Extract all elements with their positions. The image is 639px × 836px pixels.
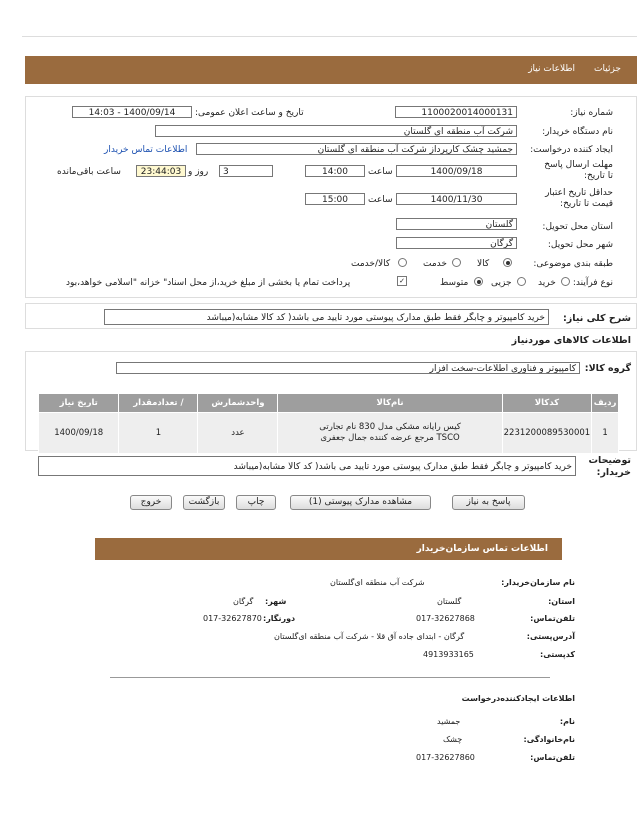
goods-group-field: کامپیوتر و فناوری اطلاعات-سخت افزار bbox=[116, 362, 580, 374]
city-field: گرگان bbox=[396, 237, 517, 249]
validity-label: حداقل تاریخ اعتبار قیمت تا تاریخ: bbox=[545, 188, 613, 209]
table-row bbox=[39, 413, 619, 454]
print-button[interactable]: چاپ bbox=[236, 495, 276, 510]
days-label: روز و bbox=[188, 167, 209, 177]
cat-service-label: خدمت bbox=[423, 259, 447, 269]
contact-postal-label: کدپستی: bbox=[540, 650, 575, 659]
summary-field: خرید کامپیوتر و چابگر فقط طبق مدارک پیوستی مورد تایید می باشد( کد کالا مشابه(میباشد bbox=[104, 309, 549, 325]
cat-both-radio[interactable] bbox=[398, 258, 407, 268]
province-label: استان محل تحویل: bbox=[542, 222, 613, 232]
proc-medium-label: متوسط bbox=[440, 278, 469, 288]
col-name: نام‌کالا bbox=[278, 394, 502, 413]
category-label: طبقه بندی موضوعی: bbox=[533, 259, 613, 269]
validity-date-field: 1400/11/30 bbox=[396, 193, 517, 205]
contact-postal: 4913933165 bbox=[423, 650, 474, 659]
proc-partial-radio[interactable] bbox=[517, 277, 526, 287]
buyer-notes-field: خرید کامپیوتر و چابگر فقط طبق مدارک پیوستی مورد تایید می باشد( کد کالا مشابه(میباشد bbox=[38, 456, 576, 476]
creator-last-name: چشک bbox=[443, 735, 463, 744]
buyer-contact-link[interactable]: اطلاعات تماس خریدار bbox=[104, 145, 188, 155]
reply-button[interactable]: پاسخ به نیاز bbox=[452, 495, 525, 510]
days-field: 3 bbox=[219, 165, 273, 177]
goods-table-header bbox=[39, 394, 619, 413]
header-bar bbox=[25, 56, 637, 84]
row-code: 2231200089530001 bbox=[502, 413, 592, 454]
announce-label: تاریخ و ساعت اعلان عمومی: bbox=[195, 108, 304, 118]
province-field: گلستان bbox=[396, 218, 517, 230]
buyer-org-label: نام دستگاه خریدار: bbox=[542, 127, 613, 137]
deadline-time-field: 14:00 bbox=[305, 165, 365, 177]
payment-checkbox[interactable]: ✓ bbox=[397, 276, 407, 287]
row-unit: عدد bbox=[198, 413, 278, 454]
goods-group-label: گروه کالا: bbox=[584, 363, 631, 374]
back-button[interactable]: بازگشت bbox=[183, 495, 225, 510]
creator-phone-label: تلفن‌تماس: bbox=[530, 753, 575, 762]
row-index: 1 bbox=[592, 413, 619, 454]
announce-field: 1400/09/14 - 14:03 bbox=[72, 106, 192, 118]
attachments-button[interactable]: مشاهده مدارک پیوستی (1) bbox=[290, 495, 431, 510]
contact-phone: 017-32627868 bbox=[416, 614, 475, 623]
contact-header-bar bbox=[95, 538, 562, 560]
contact-city-label: شهر: bbox=[265, 597, 287, 606]
contact-divider bbox=[110, 677, 550, 678]
remaining-time-field: 23:44:03 bbox=[136, 165, 186, 177]
buyer-org-field: شرکت آب منطقه ای گلستان bbox=[155, 125, 517, 137]
col-qty: / تعدادمقدار bbox=[119, 394, 198, 413]
nav-details-link[interactable]: جزئیات bbox=[594, 64, 621, 74]
requester-field: جمشید چشک کارپرداز شرکت آب منطقه ای گلستان bbox=[196, 143, 517, 155]
payment-note: پرداخت تمام یا بخشی از مبلغ خرید،از محل اسناد" خزانه "اسلامی خواهد،بود bbox=[66, 278, 351, 288]
contact-fax: 017-32627870 bbox=[203, 614, 262, 623]
city-label: شهر محل تحویل: bbox=[547, 240, 613, 250]
contact-province-label: استان: bbox=[548, 597, 575, 606]
need-number-label: شماره نیاز: bbox=[570, 108, 613, 118]
top-divider bbox=[22, 36, 637, 37]
buyer-notes-label: توضیحات خریدار: bbox=[588, 455, 631, 478]
proc-medium-radio[interactable] bbox=[474, 277, 483, 287]
deadline-time-label: ساعت bbox=[368, 167, 393, 177]
deadline-date-field: 1400/09/18 bbox=[396, 165, 517, 177]
col-code: کدکالا bbox=[502, 394, 592, 413]
creator-last-name-label: نام‌خانوادگی: bbox=[523, 735, 575, 744]
need-number-field: 1100020014000131 bbox=[395, 106, 517, 118]
process-label: نوع فرآیند: bbox=[572, 278, 613, 288]
cat-service-radio[interactable] bbox=[452, 258, 461, 268]
creator-first-name: جمشید bbox=[437, 717, 461, 726]
goods-section-title: اطلاعات کالاهای موردنیاز bbox=[511, 335, 631, 346]
contact-province: گلستان bbox=[437, 597, 462, 606]
contact-org-label: نام سازمان‌خریدار: bbox=[501, 578, 575, 587]
creator-phone: 017-32627860 bbox=[416, 753, 475, 762]
creator-first-name-label: نام: bbox=[559, 717, 575, 726]
contact-phone-label: تلفن‌تماس: bbox=[530, 614, 575, 623]
proc-partial-label: جزیی bbox=[491, 278, 512, 288]
row-date: 1400/09/18 bbox=[39, 413, 119, 454]
contact-address: گرگان - ابتدای جاده آق قلا - شرکت آب منطقه ای‌گلستان bbox=[274, 632, 465, 641]
remaining-label: ساعت باقی‌مانده bbox=[57, 167, 121, 177]
row-name: کیس رایانه مشکی مدل 830 نام تجارتی TSCO مرجع عرضه کننده جمال جعفری bbox=[278, 413, 502, 454]
goods-table bbox=[38, 393, 619, 454]
contact-title: اطلاعات تماس سازمان‌خریدار bbox=[416, 544, 548, 554]
summary-label: شرح کلی نیاز: bbox=[562, 313, 631, 324]
col-date: تاریخ نیاز bbox=[39, 394, 119, 413]
col-unit: واحدشمارش bbox=[198, 394, 278, 413]
row-qty: 1 bbox=[119, 413, 198, 454]
requester-label: ایجاد کننده درخواست: bbox=[530, 145, 613, 155]
validity-time-label: ساعت bbox=[368, 195, 393, 205]
col-index: ردیف bbox=[592, 394, 619, 413]
validity-time-field: 15:00 bbox=[305, 193, 365, 205]
nav-need-info-link[interactable]: اطلاعات نیاز bbox=[528, 64, 575, 74]
exit-button[interactable]: خروج bbox=[130, 495, 172, 510]
contact-fax-label: دورنگار: bbox=[263, 614, 296, 623]
cat-goods-label: کالا bbox=[477, 259, 490, 269]
cat-goods-radio[interactable] bbox=[503, 258, 512, 268]
cat-both-label: کالا/خدمت bbox=[351, 259, 391, 269]
contact-city: گرگان bbox=[233, 597, 254, 606]
creator-title: اطلاعات ایجادکننده‌درخواست bbox=[461, 694, 575, 703]
proc-buy-radio[interactable] bbox=[561, 277, 570, 287]
deadline-label: مهلت ارسال پاسخ تا تاریخ: bbox=[544, 160, 613, 181]
proc-buy-label: خرید bbox=[538, 278, 556, 288]
contact-address-label: آدرس‌پستی: bbox=[526, 632, 575, 641]
contact-org: شرکت آب منطقه ای‌گلستان bbox=[330, 578, 425, 587]
